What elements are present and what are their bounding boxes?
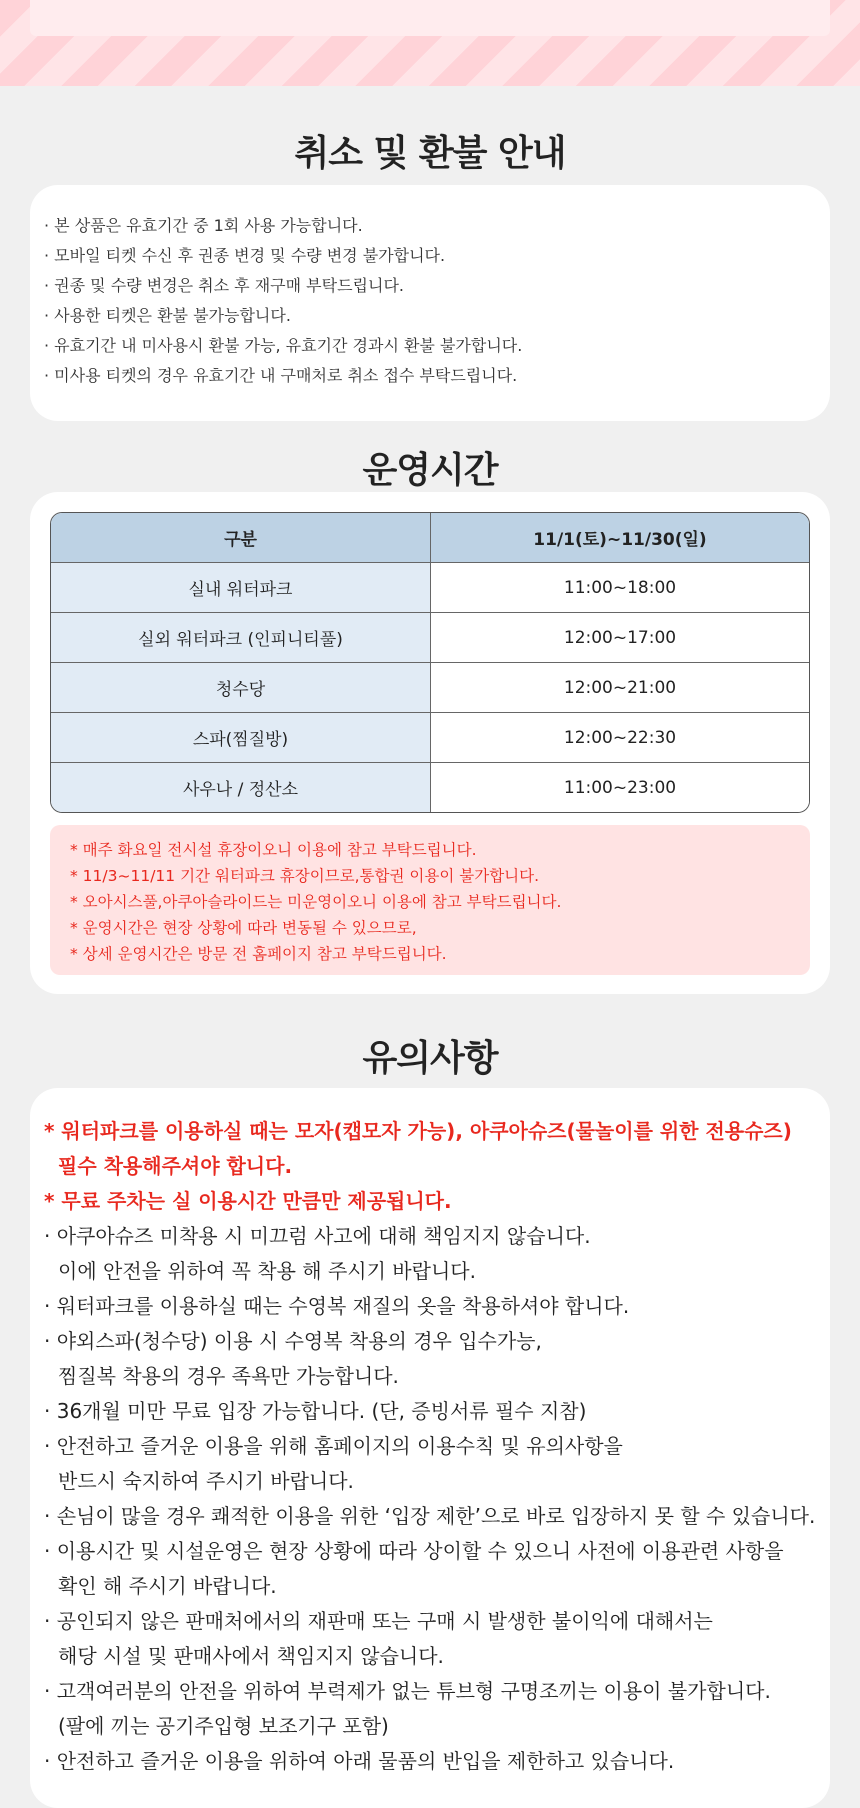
list-item: · 미사용 티켓의 경우 유효기간 내 구매처로 취소 접수 부탁드립니다. bbox=[44, 366, 518, 385]
facility-hours: 12:00~17:00 bbox=[431, 613, 809, 663]
header-category: 구분 bbox=[51, 513, 431, 563]
caution-line: * 무료 주차는 실 이용시간 만큼만 제공됩니다. bbox=[44, 1189, 452, 1213]
top-card-remnant bbox=[30, 0, 830, 36]
operating-hours-table bbox=[50, 512, 810, 813]
caution-line: 필수 착용해주셔야 합니다. bbox=[58, 1154, 293, 1178]
caution-line: 반드시 숙지하여 주시기 바랍니다. bbox=[58, 1469, 354, 1493]
caution-line: (팔에 끼는 공기주입형 보조기구 포함) bbox=[58, 1714, 389, 1738]
notice-line: * 운영시간은 현장 상황에 따라 변동될 수 있으므로, bbox=[70, 919, 417, 937]
facility-name: 사우나 / 정산소 bbox=[51, 763, 431, 812]
facility-name: 실외 워터파크 (인피니티풀) bbox=[51, 613, 431, 663]
caution-line: 해당 시설 및 판매사에서 책임지지 않습니다. bbox=[58, 1644, 444, 1668]
cancel-refund-list bbox=[44, 211, 814, 391]
caution-list bbox=[44, 1114, 816, 1779]
caution-line: · 손님이 많을 경우 쾌적한 이용을 위한 ‘입장 제한’으로 바로 입장하지 못 할 수 있습니다. bbox=[44, 1504, 816, 1528]
list-item: · 유효기간 내 미사용시 환불 가능, 유효기간 경과시 환불 불가합니다. bbox=[44, 336, 523, 355]
cancel-section-title: 취소 및 환불 안내 bbox=[294, 133, 566, 174]
notice-line: * 상세 운영시간은 방문 전 홈페이지 참고 부탁드립니다. bbox=[70, 945, 447, 963]
caution-line: · 고객여러분의 안전을 위하여 부력제가 없는 튜브형 구명조끼는 이용이 불가합니다. bbox=[44, 1679, 771, 1703]
caution-line: 확인 해 주시기 바랍니다. bbox=[58, 1574, 277, 1598]
list-item: · 권종 및 수량 변경은 취소 후 재구매 부탁드립니다. bbox=[44, 276, 404, 295]
table-row bbox=[51, 613, 809, 663]
caution-line: · 이용시간 및 시설운영은 현장 상황에 따라 상이할 수 있으니 사전에 이용관련 사항을 bbox=[44, 1539, 784, 1563]
facility-name: 청수당 bbox=[51, 663, 431, 713]
caution-line: · 공인되지 않은 판매처에서의 재판매 또는 구매 시 발생한 불이익에 대해서는 bbox=[44, 1609, 713, 1633]
caution-line: · 안전하고 즐거운 이용을 위하여 아래 물품의 반입을 제한하고 있습니다. bbox=[44, 1749, 675, 1773]
operating-hours-card bbox=[30, 492, 830, 994]
notice-line: * 11/3~11/11 기간 워터파크 휴장이므로,통합권 이용이 불가합니다. bbox=[70, 867, 540, 885]
list-item: · 본 상품은 유효기간 중 1회 사용 가능합니다. bbox=[44, 216, 363, 235]
caution-line: · 야외스파(청수당) 이용 시 수영복 착용의 경우 입수가능, bbox=[44, 1329, 542, 1353]
table-row bbox=[51, 663, 809, 713]
hours-section-title: 운영시간 bbox=[362, 450, 498, 491]
list-item: · 사용한 티켓은 환불 불가능합니다. bbox=[44, 306, 291, 325]
table-row bbox=[51, 713, 809, 763]
caution-section-title: 유의사항 bbox=[362, 1038, 498, 1079]
caution-line: · 안전하고 즐거운 이용을 위해 홈페이지의 이용수칙 및 유의사항을 bbox=[44, 1434, 623, 1458]
caution-line: * 워터파크를 이용하실 때는 모자(캡모자 가능), 아쿠아슈즈(물놀이를 위한 전용슈즈) bbox=[44, 1119, 792, 1143]
caution-card bbox=[30, 1088, 830, 1808]
table-header-row bbox=[51, 513, 809, 563]
caution-line: · 36개월 미만 무료 입장 가능합니다. (단, 증빙서류 필수 지참) bbox=[44, 1399, 587, 1423]
facility-hours: 11:00~18:00 bbox=[431, 563, 809, 613]
list-item: · 모바일 티켓 수신 후 권종 변경 및 수량 변경 불가합니다. bbox=[44, 246, 446, 265]
caution-line: 이에 안전을 위하여 꼭 착용 해 주시기 바랍니다. bbox=[58, 1259, 476, 1283]
facility-hours: 11:00~23:00 bbox=[431, 763, 809, 812]
caution-line: 찜질복 착용의 경우 족욕만 가능합니다. bbox=[58, 1364, 399, 1388]
table-row bbox=[51, 563, 809, 613]
notice-line: * 오아시스풀,아쿠아슬라이드는 미운영이오니 이용에 참고 부탁드립니다. bbox=[70, 893, 562, 911]
facility-hours: 12:00~21:00 bbox=[431, 663, 809, 713]
facility-name: 스파(찜질방) bbox=[51, 713, 431, 763]
caution-line: · 워터파크를 이용하실 때는 수영복 재질의 옷을 착용하셔야 합니다. bbox=[44, 1294, 630, 1318]
facility-hours: 12:00~22:30 bbox=[431, 713, 809, 763]
notice-line: * 매주 화요일 전시설 휴장이오니 이용에 참고 부탁드립니다. bbox=[70, 841, 477, 859]
caution-line: · 아쿠아슈즈 미착용 시 미끄럼 사고에 대해 책임지지 않습니다. bbox=[44, 1224, 591, 1248]
hours-notice-box bbox=[50, 825, 810, 975]
header-period: 11/1(토)~11/30(일) bbox=[431, 513, 809, 563]
table-row bbox=[51, 763, 809, 812]
cancel-refund-card bbox=[30, 185, 830, 421]
facility-name: 실내 워터파크 bbox=[51, 563, 431, 613]
